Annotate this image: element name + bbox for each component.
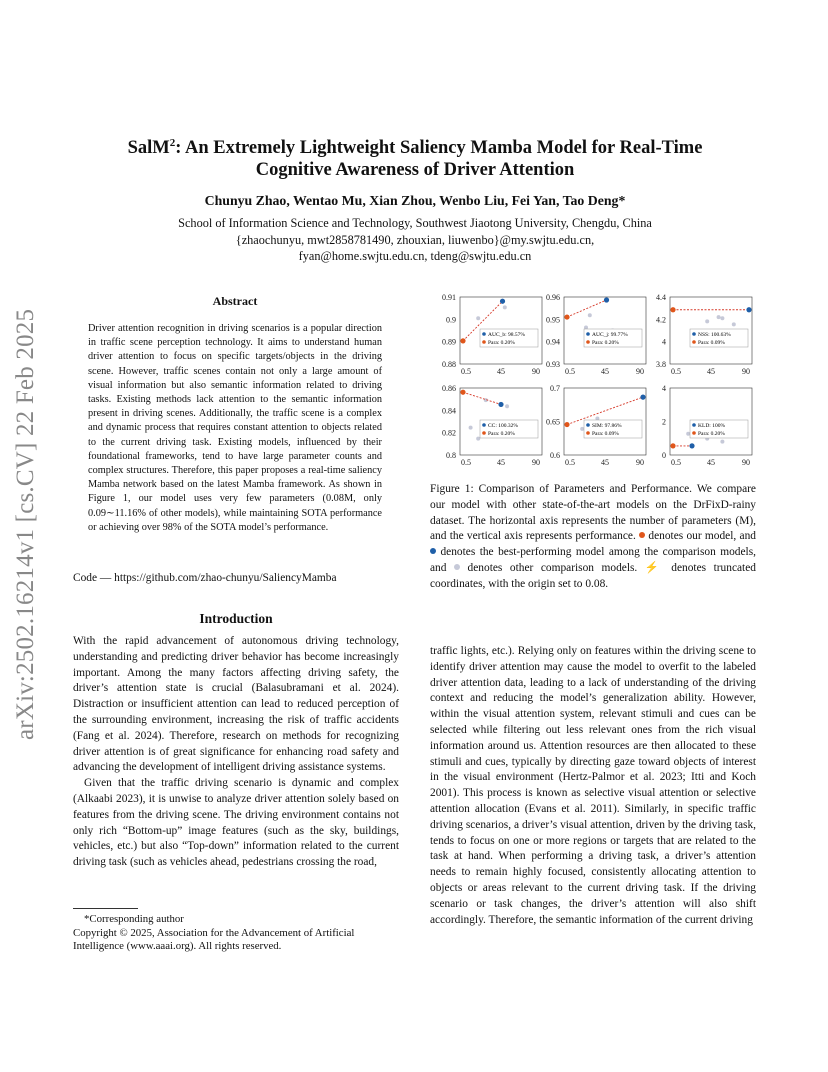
figure-1 — [422, 285, 762, 475]
figure-1-caption — [430, 482, 756, 593]
abstract-text: Driver attention recognition in driving scenarios is a popular direction in traffic scene perception technology. It aims to understand human driver attention to focus on specific targets/objects in the driving scene. However, traffic scenes contain not only a large amount of visual information but also semantic information related to driving tasks. Existing methods lack attention to the semantic information present in driving scenes. Additionally, the traffic scene is a complex and dynamic process that requires constant attention to objects related to the current driving task. Existing models, influenced by their foundational frameworks, tend to have large parameter counts and complex structures. Therefore, this paper proposes a real-time saliency Mamba network based on the latest Mamba framework. As shown in Figure 1, our model uses very few parameters (0.08M, only 0.09∼11.16% of other models), while maintaining SOTA performance or achieving over 98% of the SOTA model’s performance. — [88, 323, 382, 533]
legend-metric: NSS: 100.63% — [698, 332, 731, 338]
caption-part-a: Figure 1: Comparison of Parameters and Performance. We compare our model with other state-of-the-art models on the DrFixD-rainy dataset. The horizontal axis represents the number of parameters (M), and the vertical axis represents performance. — [430, 483, 756, 543]
our-model-point — [564, 422, 569, 427]
other-model-point — [505, 404, 509, 408]
our-model-point — [564, 314, 569, 319]
x-tick-label: 45 — [497, 458, 505, 467]
our-model-point — [460, 338, 465, 343]
other-model-point — [717, 315, 721, 319]
legend-metric: CC: 100.32% — [488, 423, 518, 429]
our-model-point — [670, 443, 675, 448]
x-tick-label: 45 — [601, 458, 609, 467]
x-tick-label: 0.5 — [565, 367, 575, 376]
legend-lightning-icon — [482, 332, 486, 336]
legend-params: Para: 0.20% — [488, 340, 515, 346]
title-salm: SalM — [127, 138, 170, 159]
legend-ours-icon — [586, 340, 590, 344]
y-tick-label: 2 — [662, 417, 666, 427]
y-tick-label: 0.94 — [546, 337, 560, 347]
other-model-point — [720, 316, 724, 320]
author-list: Chunyu Zhao, Wentao Mu, Xian Zhou, Wenbo Liu, Fei Yan, Tao Deng* — [204, 193, 626, 208]
legend-ours-icon — [586, 431, 590, 435]
y-tick-label: 0.86 — [442, 384, 456, 393]
legend-metric: AUC_j: 99.77% — [592, 332, 628, 338]
caption-part-e: denotes truncated coordinates, with the origin set to 0.08. — [430, 561, 756, 590]
other-model-point — [705, 319, 709, 323]
other-model-point — [732, 322, 736, 326]
email-line-2: fyan@home.swjtu.edu.cn, tdeng@swjtu.edu.cn — [298, 249, 532, 263]
figure-1-plots — [422, 285, 762, 475]
x-tick-label: 0.5 — [461, 367, 471, 376]
our-model-point — [460, 390, 465, 395]
x-tick-label: 90 — [742, 367, 750, 376]
legend-ours-icon — [692, 431, 696, 435]
footnotes — [73, 913, 399, 954]
footnote-corresponding: *Corresponding author — [84, 913, 184, 925]
legend-lightning-icon — [586, 423, 590, 427]
affiliation-block — [90, 215, 740, 265]
legend-params: Para: 0.20% — [592, 340, 619, 346]
y-tick-label: 0.82 — [442, 428, 456, 438]
best-model-point — [604, 297, 609, 302]
best-model-point — [746, 307, 751, 312]
x-tick-label: 0.5 — [671, 458, 681, 467]
intro-paragraph-1: With the rapid advancement of autonomous driving technology, understanding and predicting driver behavior has become increasingly important. Among the many factors affecting driving safety, the driver’s attention state is crucial (Balasubramani et al. 2024). Distraction or insufficient attention can lead to reduced perception of the surrounding environment, increasing the risk of traffic accidents (Fang et al. 2024). Therefore, research on methods for recognizing driver attention is of great significance for enhancing road safety and advancing the development of intelligent driving assistance systems. — [73, 635, 399, 774]
x-tick-label: 45 — [601, 367, 609, 376]
legend-params: Para: 0.20% — [488, 431, 515, 437]
paper-title — [90, 132, 740, 181]
legend-metric: AUC_b: 98.57% — [488, 332, 525, 338]
caption-part-c: denotes the best-performing model among the comparison models, and — [430, 546, 756, 574]
y-tick-label: 0.95 — [546, 315, 560, 325]
y-tick-label: 0.91 — [442, 293, 456, 302]
left-column — [73, 634, 399, 871]
y-tick-label: 0.96 — [546, 293, 560, 302]
intro-paragraph-2: Given that the traffic driving scenario is dynamic and complex (Alkaabi 2023), it is unwise to analyze driver attention solely based on features from the driving scene. The driving environment contains not only rich “Bottom-up” image features (such as the sky, buildings, vehicles, etc.) but also “Top-down” information related to the current driving task (such as vehicles ahead, pedestrians crossing the road, — [73, 777, 399, 869]
legend-ours-icon — [692, 340, 696, 344]
other-model-point — [588, 313, 592, 317]
legend-ours-icon — [482, 340, 486, 344]
x-tick-label: 0.5 — [671, 367, 681, 376]
x-tick-label: 45 — [497, 367, 505, 376]
title-line-2: Cognitive Awareness of Driver Attention — [255, 160, 575, 181]
x-tick-label: 90 — [636, 458, 644, 467]
title-superscript: 2 — [169, 137, 176, 149]
code-link[interactable]: Code — https://github.com/zhao-chunyu/SaliencyMamba — [73, 572, 337, 584]
best-model-point — [640, 395, 645, 400]
y-tick-label: 0.6 — [550, 451, 560, 460]
x-tick-label: 45 — [707, 458, 715, 467]
y-tick-label: 0.93 — [546, 360, 560, 369]
footnote-rule — [73, 908, 138, 909]
y-tick-label: 0.7 — [550, 384, 560, 393]
legend-metric: KLD: 100% — [698, 423, 726, 429]
email-line-1: {zhaochunyu, mwt2858781490, zhouxian, liuwenbo}@my.swjtu.edu.cn, — [235, 232, 595, 247]
x-tick-label: 0.5 — [565, 458, 575, 467]
other-model-point — [686, 432, 690, 436]
ours-dot-icon — [639, 532, 645, 538]
x-tick-label: 90 — [742, 458, 750, 467]
y-tick-label: 4 — [662, 384, 666, 393]
x-tick-label: 0.5 — [461, 458, 471, 467]
y-tick-label: 0.65 — [546, 417, 560, 427]
other-model-point — [469, 426, 473, 430]
y-tick-label: 0.9 — [446, 315, 456, 325]
comparison-line — [463, 392, 501, 404]
x-tick-label: 90 — [532, 458, 540, 467]
y-tick-label: 4.2 — [656, 315, 666, 325]
other-model-point — [476, 316, 480, 320]
other-model-point — [503, 305, 507, 309]
x-tick-label: 45 — [707, 367, 715, 376]
legend-lightning-icon — [692, 423, 696, 427]
y-tick-label: 0.89 — [442, 337, 456, 347]
best-model-point — [689, 443, 694, 448]
other-model-point — [476, 437, 480, 441]
caption-part-d: denotes other comparison models. — [467, 561, 638, 574]
y-tick-label: 3.8 — [656, 360, 666, 369]
legend-lightning-icon — [586, 332, 590, 336]
y-tick-label: 0.88 — [442, 360, 456, 369]
y-tick-label: 4.4 — [656, 293, 666, 302]
y-tick-label: 0 — [662, 451, 666, 460]
introduction-heading: Introduction — [199, 611, 273, 626]
other-model-point — [580, 427, 584, 431]
x-tick-label: 90 — [636, 367, 644, 376]
legend-params: Para: 0.09% — [698, 340, 725, 346]
arxiv-identifier: arXiv:2502.16214v1 [cs.CV] 22 Feb 2025 — [12, 308, 39, 740]
legend-ours-icon — [482, 431, 486, 435]
y-tick-label: 4 — [662, 337, 666, 347]
title-rest: : An Extremely Lightweight Saliency Mamba Model for Real-Time — [175, 138, 703, 159]
right-column-paragraph: traffic lights, etc.). Relying only on features within the driving scene to identify driver attention may cause the model to overfit to the labeled driver attention data, leading to a lack of understanding of the driving context and reducing the model’s generalization ability. However, within the visual attention system, relevant stimuli and cues can be selected while filtering out less relevant ones from the rich visual information around us. Attention resources are then allocated to these stimuli and cues, typically by directing gaze toward objects of interest in the visual environment (Hertz-Palmor et al. 2023; Itti and Koch 2001). This process is known as selective visual attention or selective attention allocation (Evans et al. 2011). Similarly, in specific traffic driving scenarios, a driver’s visual attention, driven by the driving task, tends to focus on one or more regions or targets that are related to the task at hand. When performing a driving task, a driver’s attention needs to remain highly focused, consistently allocating attention to objects or areas relevant to the current driving task. If the driving scenario or task changes, the driver’s attention will also shift accordingly. Therefore, the semantic information of the current driving — [430, 645, 756, 926]
footnote-copyright: Copyright © 2025, Association for the Advancement of Artificial Intelligence (www.aaai.org). All rights reserved. — [73, 926, 355, 952]
affiliation: School of Information Science and Technology, Southwest Jiaotong University, Chengdu, China — [178, 216, 652, 230]
best-model-point — [498, 402, 503, 407]
other-model-point — [720, 440, 724, 444]
best-dot-icon — [430, 548, 436, 554]
best-model-point — [500, 299, 505, 304]
legend-lightning-icon — [692, 332, 696, 336]
others-dot-icon — [454, 564, 460, 570]
legend-metric: SIM: 97.86% — [592, 423, 622, 429]
comparison-line — [567, 300, 607, 317]
y-tick-label: 0.8 — [446, 451, 456, 460]
x-tick-label: 90 — [532, 367, 540, 376]
right-column — [430, 644, 756, 928]
our-model-point — [670, 307, 675, 312]
y-tick-label: 0.84 — [442, 406, 456, 416]
caption-part-b: denotes our model, and — [648, 530, 756, 543]
abstract-heading: Abstract — [212, 294, 258, 308]
legend-params: Para: 0.09% — [592, 431, 619, 437]
legend-lightning-icon — [482, 423, 486, 427]
legend-params: Para: 0.20% — [698, 431, 725, 437]
lightning-icon: ⚡ — [644, 561, 664, 574]
